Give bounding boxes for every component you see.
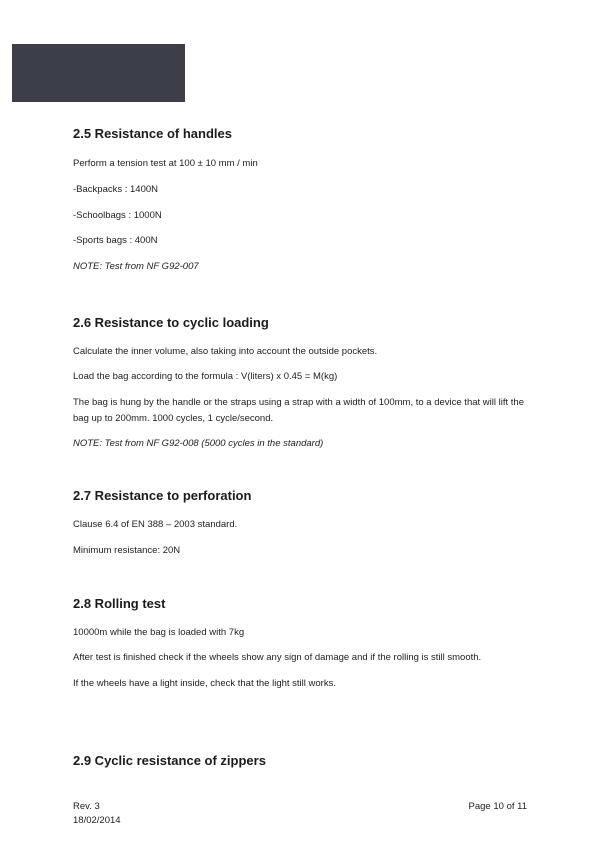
paragraph-backpacks: -Backpacks : 1400N: [73, 184, 159, 195]
note-2-6: NOTE: Test from NF G92-008 (5000 cycles in the standard): [73, 438, 324, 449]
paragraph-wheel-light: If the wheels have a light inside, check that the light still works.: [73, 678, 336, 689]
footer-revision: Rev. 3: [73, 801, 100, 812]
paragraph-load-formula: Load the bag according to the formula : V(liters) x 0.45 = M(kg): [73, 371, 338, 382]
footer-page-number: Page 10 of 11: [468, 801, 527, 812]
section-heading-2-5: 2.5 Resistance of handles: [73, 126, 232, 141]
paragraph-distance: 10000m while the bag is loaded with 7kg: [73, 627, 245, 638]
paragraph-min-resistance: Minimum resistance: 20N: [73, 545, 181, 556]
paragraph-clause: Clause 6.4 of EN 388 – 2003 standard.: [73, 519, 238, 530]
paragraph-wheel-check: After test is finished check if the wheels show any sign of damage and if the rolling is still smooth.: [73, 652, 482, 663]
paragraph-sports-bags: -Sports bags : 400N: [73, 235, 158, 246]
section-heading-2-9: 2.9 Cyclic resistance of zippers: [73, 753, 266, 768]
logo-placeholder: [12, 44, 185, 102]
section-heading-2-7: 2.7 Resistance to perforation: [73, 488, 252, 503]
paragraph-hang-description: The bag is hung by the handle or the straps using a strap with a width of 100mm, to a device that will lift the bag up to 200mm. 1000 cycles, 1 cycle/second.: [73, 397, 524, 424]
paragraph-tension-test: Perform a tension test at 100 ± 10 mm / min: [73, 158, 258, 169]
section-heading-2-8: 2.8 Rolling test: [73, 596, 166, 611]
section-heading-2-6: 2.6 Resistance to cyclic loading: [73, 315, 269, 330]
paragraph-schoolbags: -Schoolbags : 1000N: [73, 210, 162, 221]
footer-date: 18/02/2014: [73, 815, 121, 826]
note-2-5: NOTE: Test from NF G92-007: [73, 261, 199, 272]
paragraph-inner-volume: Calculate the inner volume, also taking into account the outside pockets.: [73, 346, 378, 357]
